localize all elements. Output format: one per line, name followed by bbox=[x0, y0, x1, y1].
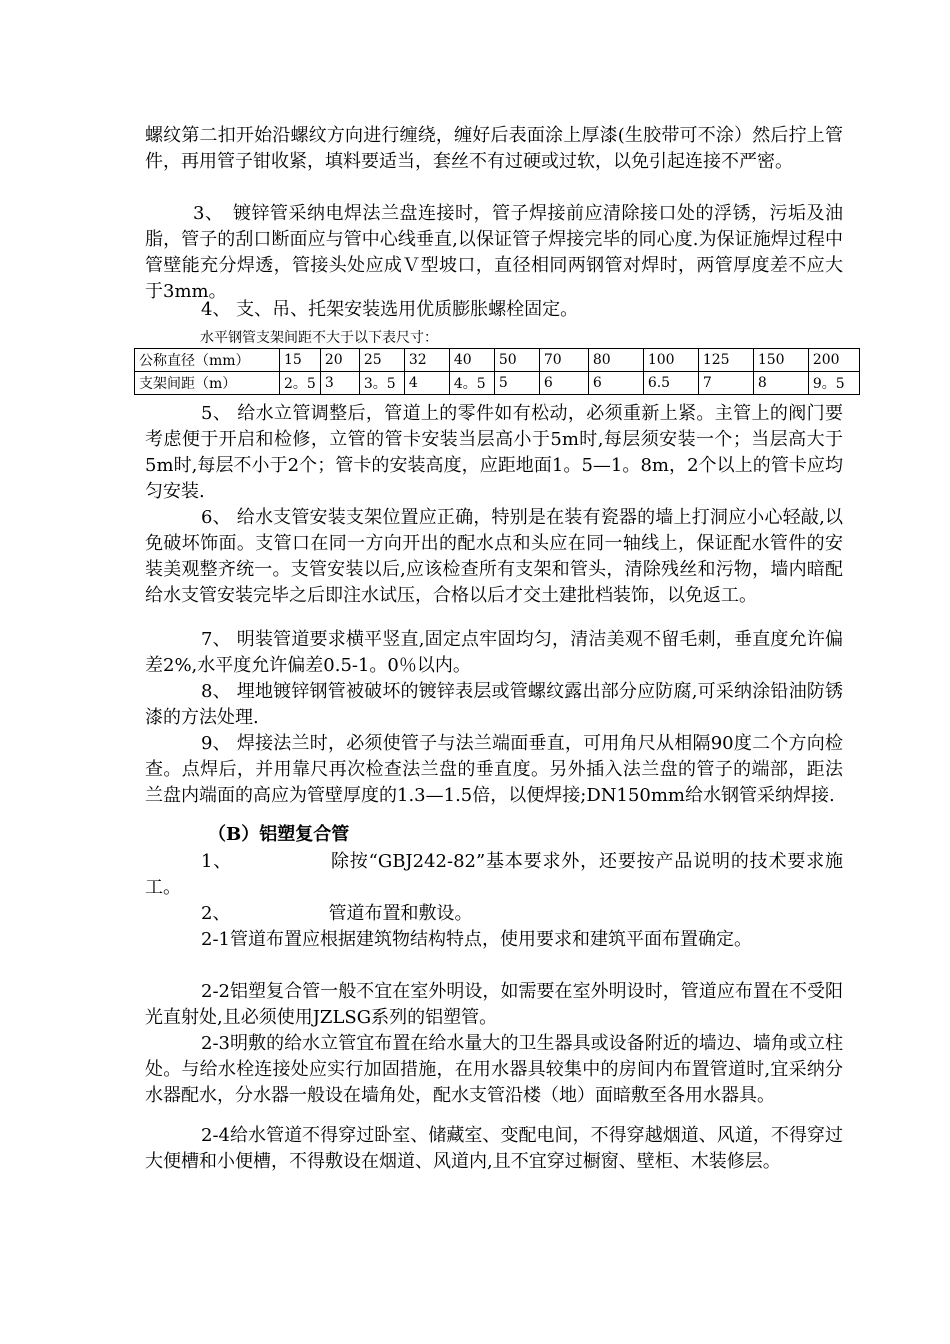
paragraph-b2-2: 2-2铝塑复合管一般不宜在室外明设，如需要在室外明设时，管道应布置在不受阳光直射处,且必须使用JZLSG系列的铝塑管。 bbox=[145, 981, 843, 1028]
paragraph-item-5: 5、 给水立管调整后，管道上的零件如有松动，必须重新上紧。主管上的阀门要考虑便于开启和检修，立管的管卡安装当层高小于5m时,每层须安装一个；当层高大于5m时,每层不小于2个；管卡的安装高度，应距地面1。5—1。8m，2个以上的管卡应均匀安装. bbox=[145, 403, 843, 502]
table-cell: 7 bbox=[698, 372, 753, 395]
table-cell: 6 bbox=[539, 372, 588, 395]
table-cell: 3 bbox=[320, 372, 359, 395]
table-cell: 32 bbox=[404, 349, 449, 372]
table-row-spacing bbox=[135, 372, 860, 395]
row-label-spacing: 支架间距（m） bbox=[135, 372, 280, 395]
table-cell: 6 bbox=[588, 372, 643, 395]
paragraph-item-8: 8、 埋地镀锌钢管被破坏的镀锌表层或管螺纹露出部分应防腐,可采纳涂铅油防锈漆的方法处理. bbox=[145, 681, 843, 728]
table-cell: 100 bbox=[643, 349, 698, 372]
table-caption: 水平钢管支架间距不大于以下表尺寸： bbox=[200, 330, 438, 346]
table-cell: 150 bbox=[753, 349, 808, 372]
paragraph-b2-3: 2-3明敷的给水立管宜布置在给水量大的卫生器具或设备附近的墙边、墙角或立柱处。与给水栓连接处应实行加固措施，在用水器具较集中的房间内布置管道时,宜采纳分水器配水，分水器一般设在墙角处，配水支管沿楼（地）面暗敷至各用水器具。 bbox=[145, 1033, 843, 1106]
item-number: 1、 bbox=[201, 851, 233, 872]
paragraph-item-7: 7、 明装管道要求横平竖直,固定点牢固均匀，清洁美观不留毛刺，垂直度允许偏差2%,水平度允许偏差0.5-1。0％以内。 bbox=[145, 629, 843, 676]
table-row-diameter bbox=[135, 349, 860, 372]
table-cell: 9。5 bbox=[808, 372, 859, 395]
table-cell: 4 bbox=[404, 372, 449, 395]
table-cell: 2。5 bbox=[280, 372, 321, 395]
item-number: 2、 bbox=[201, 903, 231, 924]
table-cell: 5 bbox=[494, 372, 539, 395]
paragraph-b1 bbox=[145, 849, 843, 901]
table-cell: 25 bbox=[359, 349, 404, 372]
paragraph-b2-1: 2-1管道布置应根据建筑物结构特点，使用要求和建筑平面布置确定。 bbox=[201, 929, 752, 950]
paragraph-thread-wrapping: 螺纹第二扣开始沿螺纹方向进行缠绕，缠好后表面涂上厚漆(生胶带可不涂）然后拧上管件，再用管子钳收紧，填料要适当，套丝不有过硬或过软，以免引起连接不严密。 bbox=[145, 125, 843, 172]
table-cell: 80 bbox=[588, 349, 643, 372]
paragraph-b2 bbox=[145, 901, 843, 927]
table-cell: 8 bbox=[753, 372, 808, 395]
paragraph-b2-4: 2-4给水管道不得穿过卧室、储藏室、变配电间，不得穿越烟道、风道，不得穿过大便槽和小便槽，不得敷设在烟道、风道内,且不宜穿过橱窗、壁柜、木装修层。 bbox=[145, 1125, 843, 1172]
table-cell: 70 bbox=[539, 349, 588, 372]
section-heading-b: （B）铝塑复合管 bbox=[208, 824, 350, 845]
table-cell: 6.5 bbox=[643, 372, 698, 395]
item-text: 除按“GBJ242-82”基本要求外，还要按产品说明的技术要求施工。 bbox=[145, 851, 843, 898]
table-cell: 3。5 bbox=[359, 372, 404, 395]
item-text: 管道布置和敷设。 bbox=[328, 903, 473, 924]
table-cell: 50 bbox=[494, 349, 539, 372]
paragraph-item-3: 3、 镀锌管采纳电焊法兰盘连接时，管子焊接前应清除接口处的浮锈，污垢及油脂，管子的刮口断面应与管中心线垂直,以保证管子焊接完毕的同心度.为保证施焊过程中管壁能充分焊透，管接头处应成Ｖ型坡口，直径相同两钢管对焊时，两管厚度差不应大于3mm。 bbox=[145, 203, 843, 302]
table-cell: 200 bbox=[808, 349, 859, 372]
table-cell: 15 bbox=[280, 349, 321, 372]
table-cell: 20 bbox=[320, 349, 359, 372]
table-cell: 40 bbox=[449, 349, 494, 372]
table-cell: 125 bbox=[698, 349, 753, 372]
paragraph-item-4: 4、 支、吊、托架安装选用优质膨胀螺栓固定。 bbox=[201, 299, 579, 320]
row-label-diameter: 公称直径（mm） bbox=[135, 349, 280, 372]
paragraph-item-9: 9、 焊接法兰时，必须使管子与法兰端面垂直，可用角尺从相隔90度二个方向检查。点焊后，并用靠尺再次检查法兰盘的垂直度。另外插入法兰盘的管子的端部，距法兰盘内端面的高应为管壁厚度的1.3—1.5倍，以便焊接;DN150mm给水钢管采纳焊接. bbox=[145, 733, 843, 806]
paragraph-item-6: 6、 给水支管安装支架位置应正确，特别是在装有瓷器的墙上打洞应小心轻敲,以免破坏饰面。支管口在同一方向开出的配水点和头应在同一轴线上，保证配水管件的安装美观整齐统一。支管安装以后,应该检查所有支架和管头，清除残丝和污物，墙内暗配给水支管安装完毕之后即注水试压，合格以后才交土建批档装饰，以免返工。 bbox=[145, 507, 843, 606]
support-spacing-table bbox=[134, 348, 860, 395]
table-cell: 4。5 bbox=[449, 372, 494, 395]
